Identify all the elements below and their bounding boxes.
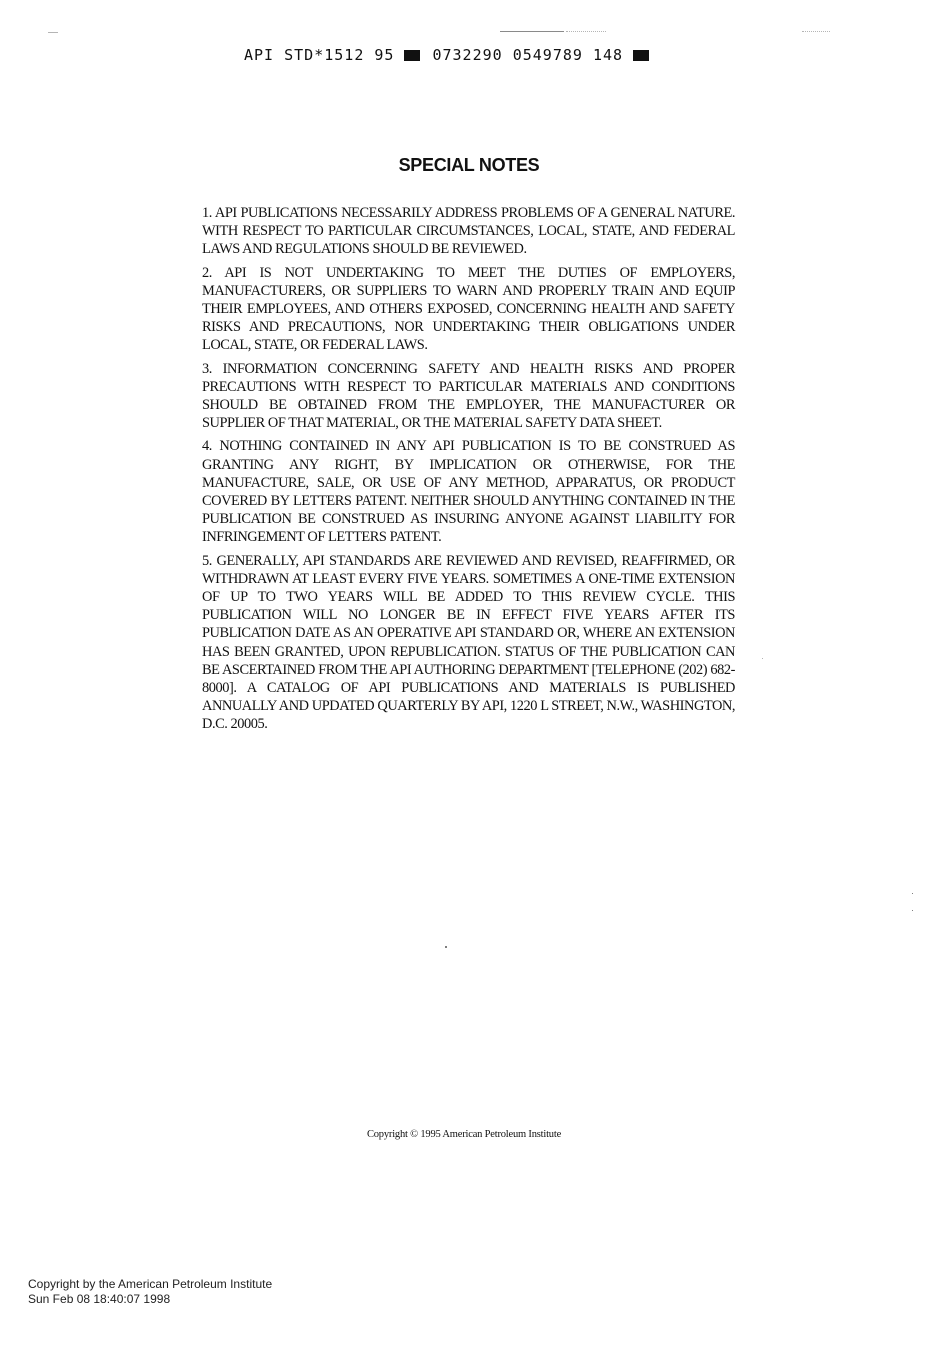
document-header-code [244,46,649,64]
footer-copyright-line: Copyright by the American Petroleum Institute [28,1277,273,1291]
header-code-part1: API STD*1512 95 [244,46,395,64]
scan-mark-top-center-faint [566,31,606,32]
scan-mark-top-left [48,32,58,33]
special-notes-list [202,204,735,739]
note-1: 1. API PUBLICATIONS NECESSARILY ADDRESS PROBLEMS OF A GENERAL NATURE. WITH RESPECT TO PARTICULAR CIRCUMSTANCES, LOCAL, STATE, AND FEDERAL LAWS AND REGULATIONS SHOULD BE REVIEWED. [202,205,735,258]
note-2: 2. API IS NOT UNDERTAKING TO MEET THE DUTIES OF EMPLOYERS, MANUFACTURERS, OR SUPPLIERS TO WARN AND PROPERLY TRAIN AND EQUIP THEIR EMPLOYEES, AND OTHERS EXPOSED, CONCERNING HEALTH AND SAFETY RISKS AND PRECAUTIONS, NOR UNDERTAKING THEIR OBLIGATIONS UNDER LOCAL, STATE, OR FEDERAL LAWS. [202,264,735,354]
redaction-block [633,50,649,61]
note-5: 5. GENERALLY, API STANDARDS ARE REVIEWED AND REVISED, REAFFIRMED, OR WITHDRAWN AT LEAST EVERY FIVE YEARS. SOMETIMES A ONE-TIME EXTENSION OF UP TO TWO YEARS WILL BE ADDED TO THIS REVIEW CYCLE. THIS PUBLICATION WILL NO LONGER BE IN EFFECT FIVE YEARS AFTER ITS PUBLICATION DATE AS AN OPERATIVE API STANDARD OR, WHERE AN EXTENSION HAS BEEN GRANTED, UPON REPUBLICATION. STATUS OF THE PUBLICATION CAN BE ASCERTAINED FROM THE API AUTHORING DEPARTMENT [TELEPHONE (202) 682-8000]. A CATALOG OF API PUBLICATIONS AND MATERIALS IS PUBLISHED ANNUALLY AND UPDATED QUARTERLY BY API, 1220 L STREET, N.W., WASHINGTON, D.C. 20005. [202,552,735,733]
scan-dot [912,910,913,911]
scan-mark-top-right [802,31,830,32]
scan-dot [762,658,763,659]
copyright-notice: Copyright © 1995 American Petroleum Institute [366,1129,562,1140]
note-4: 4. NOTHING CONTAINED IN ANY API PUBLICATION IS TO BE CONSTRUED AS GRANTING ANY RIGHT, BY IMPLICATION OR OTHERWISE, FOR THE MANUFACTURE, SALE, OR USE OF ANY METHOD, APPARATUS, OR PRODUCT COVERED BY LETTERS PATENT. NEITHER SHOULD ANYTHING CONTAINED IN THE PUBLICATION BE CONSTRUED AS INSURING ANYONE AGAINST LIABILITY FOR INFRINGEMENT OF LETTERS PATENT. [202,438,735,546]
scan-dot [445,946,447,948]
header-code-part2: 0732290 0549789 148 [432,46,624,64]
scan-mark-top-center [500,31,564,32]
footer-stamp [28,1277,272,1307]
footer-timestamp: Sun Feb 08 18:40:07 1998 [28,1292,171,1306]
note-3: 3. INFORMATION CONCERNING SAFETY AND HEALTH RISKS AND PROPER PRECAUTIONS WITH RESPECT TO PARTICULAR MATERIALS AND CONDITIONS SHOULD BE OBTAINED FROM THE EMPLOYER, THE MANUFACTURER OR SUPPLIER OF THAT MATERIAL, OR THE MATERIAL SAFETY DATA SHEET. [202,360,735,432]
scan-dot [912,893,913,894]
page-title: SPECIAL NOTES [398,155,540,175]
redaction-block [404,50,420,61]
